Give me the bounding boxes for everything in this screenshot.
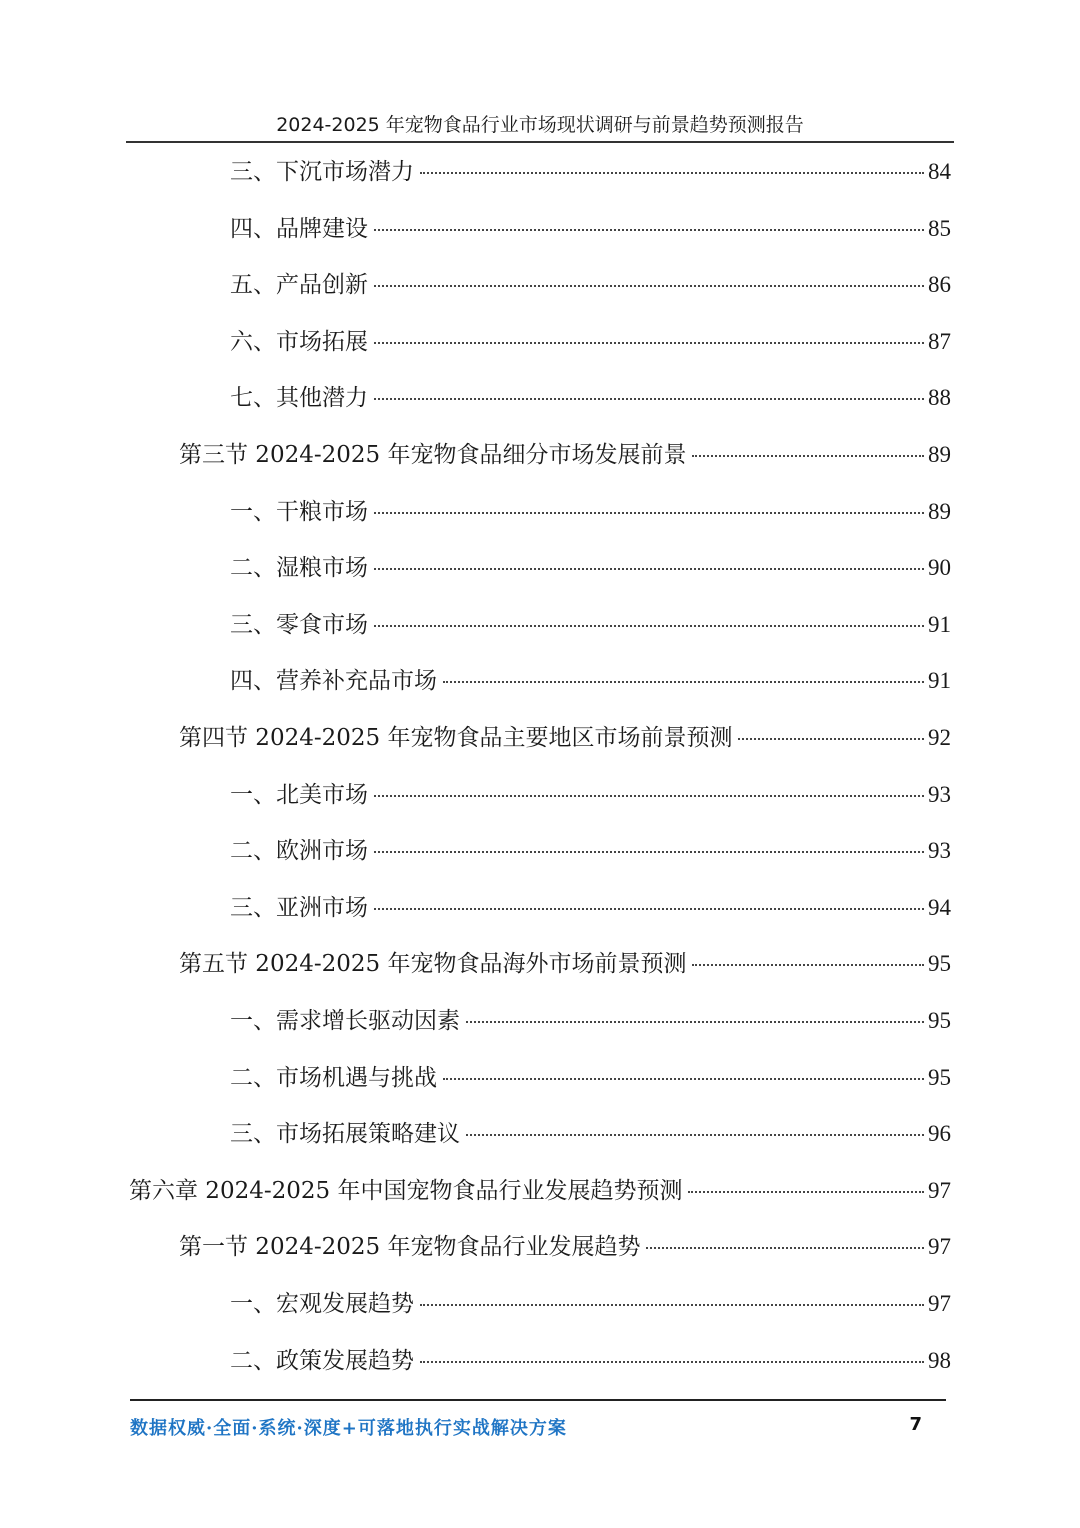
toc-dot-leader bbox=[374, 512, 924, 514]
toc-entry-page: 96 bbox=[928, 1121, 951, 1147]
toc-entry-title: 第一节 2024-2025 年宠物食品行业发展趋势 bbox=[179, 1234, 641, 1261]
toc-entry[interactable] bbox=[230, 661, 951, 701]
toc-entry[interactable] bbox=[230, 888, 951, 928]
toc-entry-page: 91 bbox=[928, 611, 951, 637]
toc-entry-title: 七、其他潜力 bbox=[230, 385, 368, 412]
footer-divider bbox=[130, 1399, 946, 1401]
toc-entry[interactable] bbox=[230, 1058, 951, 1098]
toc-entry-page: 98 bbox=[928, 1347, 951, 1373]
toc-dot-leader bbox=[692, 964, 924, 966]
toc-entry-title: 二、湿粮市场 bbox=[230, 555, 368, 582]
toc-entry-title: 四、营养补充品市场 bbox=[230, 668, 437, 695]
toc-entry-page: 90 bbox=[928, 555, 951, 581]
toc-entry-title: 一、北美市场 bbox=[230, 781, 368, 808]
toc-dot-leader bbox=[374, 908, 924, 910]
toc-dot-leader bbox=[374, 568, 924, 570]
toc-dot-leader bbox=[374, 851, 924, 853]
toc-entry-page: 97 bbox=[928, 1291, 951, 1316]
toc-dot-leader bbox=[420, 1304, 924, 1306]
toc-entry-page: 95 bbox=[928, 1064, 951, 1090]
toc-entry[interactable] bbox=[129, 1171, 951, 1211]
toc-entry-title: 一、宏观发展趋势 bbox=[230, 1291, 414, 1317]
toc-dot-leader bbox=[374, 625, 924, 627]
toc-dot-leader bbox=[374, 398, 924, 400]
toc-entry-page: 94 bbox=[928, 894, 951, 920]
toc-entry[interactable] bbox=[230, 1284, 951, 1324]
toc-entry-title: 一、干粮市场 bbox=[230, 498, 368, 525]
toc-dot-leader bbox=[443, 681, 924, 683]
toc-entry-page: 89 bbox=[928, 442, 951, 467]
toc-entry-page: 86 bbox=[928, 272, 951, 298]
toc-entry-title: 二、政策发展趋势 bbox=[230, 1347, 414, 1374]
toc-entry[interactable] bbox=[179, 1227, 951, 1267]
toc-entry-title: 第三节 2024-2025 年宠物食品细分市场发展前景 bbox=[179, 442, 687, 468]
toc-entry-title: 四、品牌建设 bbox=[230, 215, 368, 242]
toc-entry[interactable] bbox=[230, 209, 951, 249]
toc-dot-leader bbox=[646, 1247, 924, 1249]
toc-entry-title: 第四节 2024-2025 年宠物食品主要地区市场前景预测 bbox=[179, 725, 733, 751]
toc-entry[interactable] bbox=[179, 435, 951, 475]
toc-entry[interactable] bbox=[179, 944, 951, 984]
toc-entry-page: 84 bbox=[928, 159, 951, 184]
toc-entry-page: 91 bbox=[928, 668, 951, 694]
toc-entry-page: 95 bbox=[928, 951, 951, 977]
toc-entry-page: 88 bbox=[928, 385, 951, 411]
header-divider bbox=[126, 141, 954, 143]
toc-dot-leader bbox=[692, 455, 924, 457]
toc-dot-leader bbox=[688, 1191, 924, 1193]
toc-entry-title: 一、需求增长驱动因素 bbox=[230, 1008, 460, 1034]
toc-entry[interactable] bbox=[230, 548, 951, 588]
toc-entry-title: 六、市场拓展 bbox=[230, 328, 368, 355]
toc-dot-leader bbox=[374, 229, 924, 231]
toc-dot-leader bbox=[443, 1078, 924, 1080]
toc-entry[interactable] bbox=[230, 1001, 951, 1041]
toc-dot-leader bbox=[374, 795, 924, 797]
toc-entry-title: 第六章 2024-2025 年中国宠物食品行业发展趋势预测 bbox=[129, 1177, 683, 1204]
toc-entry[interactable] bbox=[230, 831, 951, 871]
toc-entry-title: 三、零食市场 bbox=[230, 611, 368, 638]
footer-slogan: 数据权威·全面·系统·深度+可落地执行实战解决方案 bbox=[130, 1418, 567, 1439]
report-header-title: 2024-2025 年宠物食品行业市场现状调研与前景趋势预测报告 bbox=[276, 114, 804, 136]
toc-entry[interactable] bbox=[230, 492, 951, 532]
toc-entry-page: 93 bbox=[928, 838, 951, 864]
toc-dot-leader bbox=[374, 285, 924, 287]
toc-entry-page: 87 bbox=[928, 328, 951, 354]
toc-entry-page: 93 bbox=[928, 781, 951, 807]
toc-entry[interactable] bbox=[230, 265, 951, 305]
toc-entry-title: 三、市场拓展策略建议 bbox=[230, 1121, 460, 1148]
toc-dot-leader bbox=[420, 1361, 924, 1363]
toc-dot-leader bbox=[420, 172, 924, 174]
toc-entry-page: 89 bbox=[928, 498, 951, 524]
toc-entry[interactable] bbox=[230, 1114, 951, 1154]
toc-entry-title: 三、亚洲市场 bbox=[230, 894, 368, 921]
toc-entry-title: 第五节 2024-2025 年宠物食品海外市场前景预测 bbox=[179, 951, 687, 978]
toc-entry[interactable] bbox=[179, 718, 951, 758]
toc-entry-title: 二、欧洲市场 bbox=[230, 838, 368, 865]
toc-dot-leader bbox=[466, 1021, 924, 1023]
toc-entry[interactable] bbox=[230, 322, 951, 362]
toc-entry[interactable] bbox=[230, 378, 951, 418]
toc-entry[interactable] bbox=[230, 152, 951, 192]
toc-dot-leader bbox=[466, 1134, 924, 1136]
toc-entry-page: 95 bbox=[928, 1008, 951, 1033]
toc-entry-page: 85 bbox=[928, 215, 951, 241]
toc-entry-page: 97 bbox=[928, 1177, 951, 1203]
toc-entry-title: 三、下沉市场潜力 bbox=[230, 159, 414, 185]
toc-entry[interactable] bbox=[230, 605, 951, 645]
toc-entry-page: 97 bbox=[928, 1234, 951, 1260]
toc-entry-page: 92 bbox=[928, 725, 951, 750]
page-number: 7 bbox=[909, 1414, 922, 1435]
toc-entry-title: 五、产品创新 bbox=[230, 272, 368, 299]
toc-entry[interactable] bbox=[230, 1341, 951, 1381]
toc-dot-leader bbox=[374, 342, 924, 344]
toc-dot-leader bbox=[738, 738, 924, 740]
toc-entry-title: 二、市场机遇与挑战 bbox=[230, 1064, 437, 1091]
toc-entry[interactable] bbox=[230, 775, 951, 815]
